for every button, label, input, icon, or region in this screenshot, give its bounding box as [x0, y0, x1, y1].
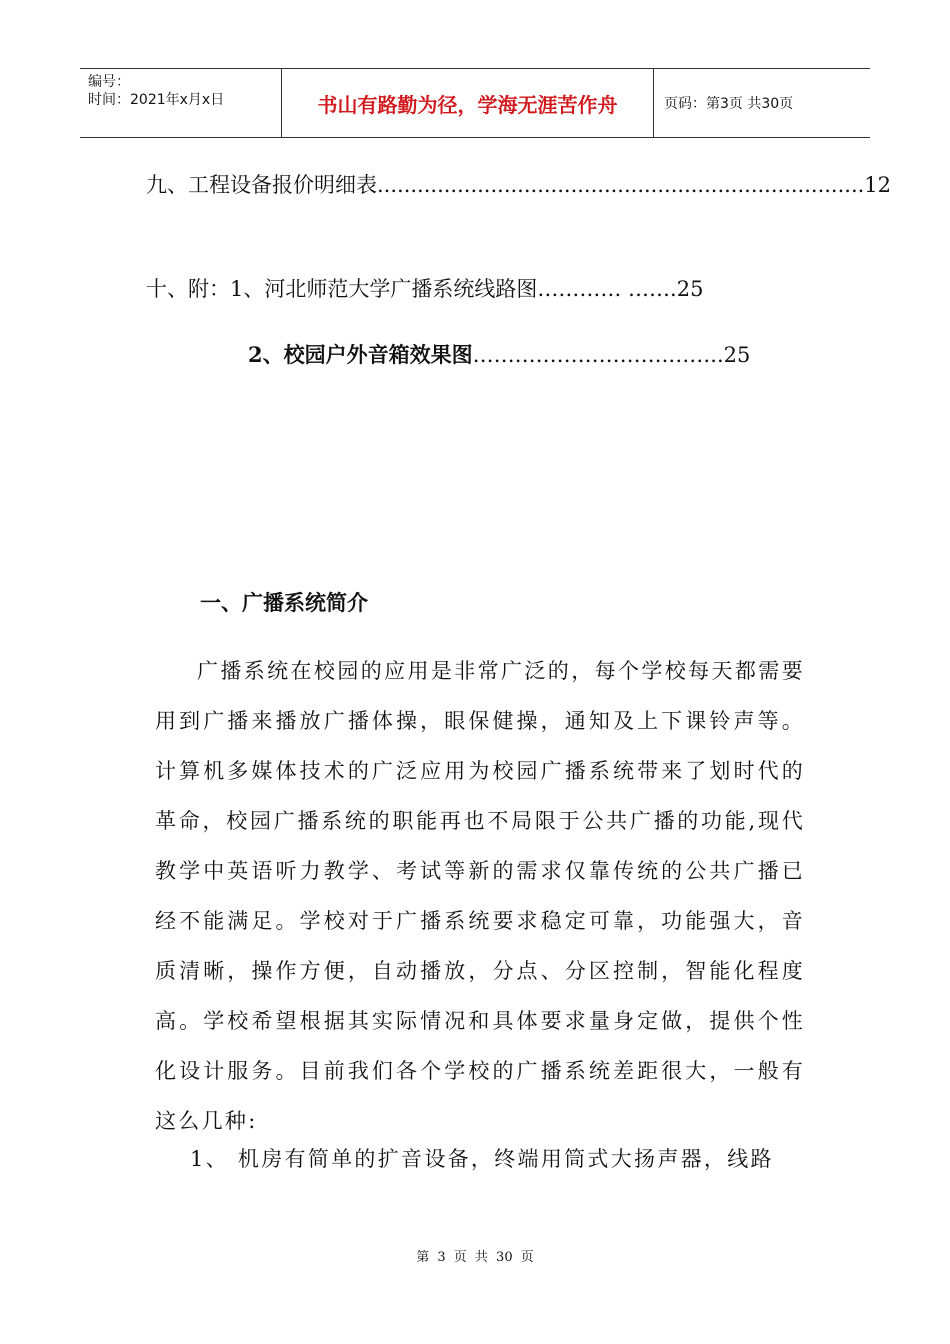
page-footer: 第 3 页 共 30 页: [416, 1250, 534, 1265]
toc-entry[interactable]: [146, 171, 891, 199]
toc-leader: ………… …….: [537, 277, 677, 301]
toc-page-number: 25: [676, 277, 704, 301]
header-meta: [80, 69, 282, 137]
header-motto: 书山有路勤为径，学海无涯苦作舟: [282, 69, 654, 137]
time-label: 时间：2021年x月x日: [88, 92, 225, 108]
body-paragraph: [155, 646, 805, 1146]
toc-entry-label: 2、校园户外音箱效果图: [248, 342, 473, 367]
code-label: 编号：: [88, 74, 130, 90]
toc-entry-label: 十、附：1、河北师范大学广播系统线路图: [146, 277, 538, 301]
paragraph-text: 广播系统在校园的应用是非常广泛的，每个学校每天都需要用到广播来播放广播体操，眼保健操，通知及上下课铃声等。计算机多媒体技术的广泛应用为校园广播系统带来了划时代的革命，校园广播系统的职能再也不局限于公共广播的功能,现代教学中英语听力教学、考试等新的需求仅靠传统的公共广播已经不能满足。学校对于广播系统要求稳定可靠，功能强大，音质清晰，操作方便，自动播放，分点、分区控制，智能化程度高。学校希望根据其实际情况和具体要求量身定做，提供个性化设计服务。目前我们各个学校的广播系统差距很大，一般有这么几种:: [155, 659, 805, 1133]
toc-entry[interactable]: [146, 275, 703, 303]
toc-entry[interactable]: [248, 341, 750, 369]
toc-page-number: .25: [716, 343, 751, 367]
toc-leader: ……………………….…….: [472, 343, 717, 367]
toc-entry-label: 九、工程设备报价明细表: [146, 173, 377, 197]
page-header: [80, 68, 870, 138]
toc-leader: .........................................................................: [377, 173, 865, 197]
toc-page-number: 12: [864, 173, 892, 197]
list-item: 1、 机房有简单的扩音设备，终端用筒式大扬声器，线路: [190, 1147, 774, 1171]
header-page-info: 页码：第3页 共30页: [664, 96, 794, 112]
section-title: 一、广播系统简介: [200, 590, 368, 615]
